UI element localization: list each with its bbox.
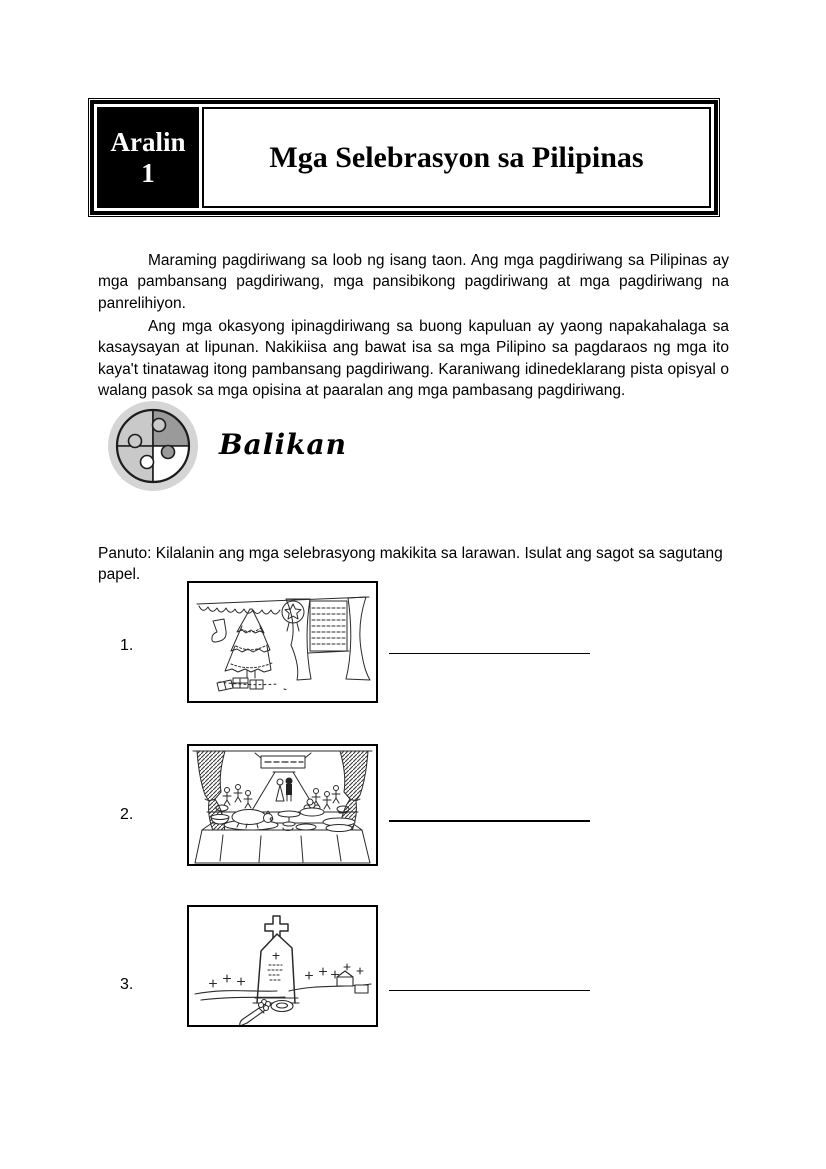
intro-paragraph-1: Maraming pagdiriwang sa loob ng isang taon. Ang mga pagdiriwang sa Pilipinas ay mga pambansang pagdiriwang, mga pansibikong pagdiriwang at mga pagdiriwang na panrelihiyon. <box>98 251 729 312</box>
lesson-header-inner <box>90 100 718 215</box>
lesson-number: 1 <box>141 157 155 188</box>
activity-instructions: Panuto: Kilalanin ang mga selebrasyong makikita sa larawan. Isulat ang sagot sa sagutang papel. <box>98 544 723 583</box>
intro-paragraph-2: Ang mga okasyong ipinagdiriwang sa buong kapuluan ay yaong napakahalaga sa kasaysayan at lipunan. Nakikiisa ang bawat isa sa mga Pilipino sa pagdaraos ng mga ito kaya't tinatawag itong pambansang pagdiriwang. Karaniwang idinedeklarang pista opisyal o walang pasok sa mga opisina at paaralan ang mga pambasang pagdiriwang. <box>98 317 729 399</box>
lesson-header <box>88 98 720 217</box>
lesson-number-box <box>97 107 199 208</box>
fiesta-drawing <box>189 746 376 864</box>
christmas-drawing <box>189 583 376 701</box>
item-number-2: 2. <box>120 806 134 823</box>
section-heading-balikan: Balikan <box>219 428 347 461</box>
puzzle-icon-svg <box>106 399 200 493</box>
cemetery-scene-image <box>187 905 378 1027</box>
page-title: Mga Selebrasyon sa Pilipinas <box>269 140 644 174</box>
answer-line-1 <box>389 641 590 654</box>
puzzle-icon <box>106 399 200 493</box>
item-number-1: 1. <box>120 637 134 654</box>
cemetery-drawing <box>189 907 376 1025</box>
answer-line-2 <box>389 808 590 822</box>
lesson-title-box <box>202 107 711 208</box>
answer-line-3 <box>389 978 590 991</box>
christmas-scene-image <box>187 581 378 703</box>
fiesta-scene-image <box>187 744 378 866</box>
lesson-word: Aralin <box>110 127 186 158</box>
item-number-3: 3. <box>120 976 134 993</box>
